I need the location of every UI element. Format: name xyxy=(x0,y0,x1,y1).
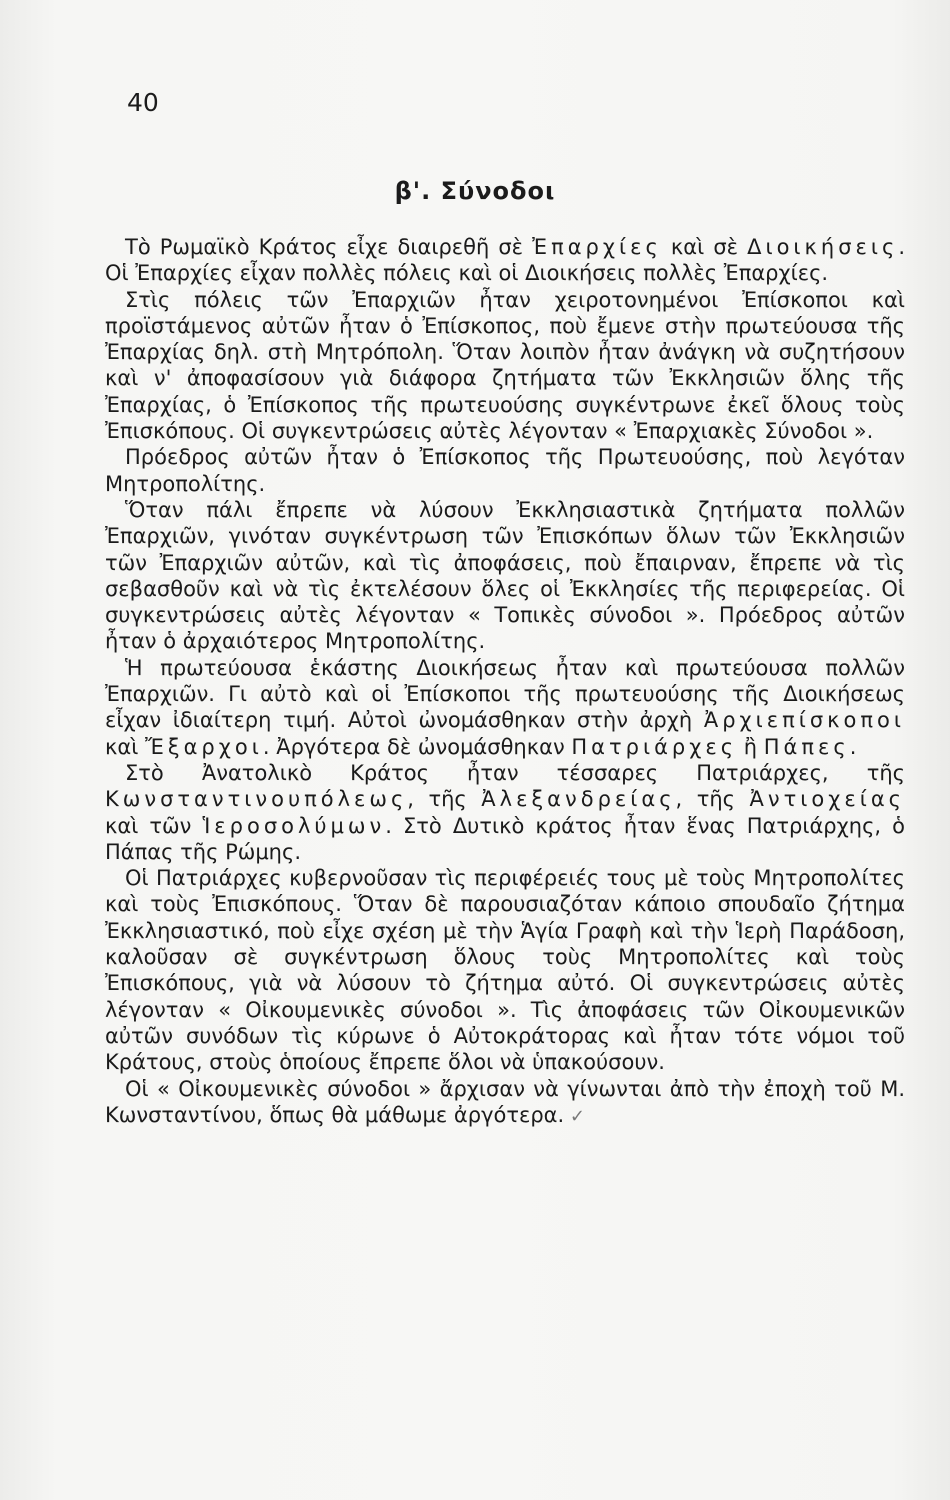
spaced-term: Κωνσταντινουπόλεως xyxy=(105,787,408,812)
paragraph xyxy=(105,444,905,497)
check-mark-icon: ✓ xyxy=(564,1105,586,1127)
text-run: , τῆς xyxy=(675,787,750,812)
paragraph xyxy=(105,287,905,445)
text-run: Ὅταν πάλι ἔπρεπε νὰ λύσουν Ἐκκλησιαστικὰ ζητήματα πολλῶν Ἐπαρχιῶν, γινόταν συγκέντρωση τῶν Ἐπισκόπων ὅλων τῶν Ἐκκλησιῶν τῶν Ἐπαρχιῶν αὐτῶν, καὶ τὶς ἀποφάσεις, ποὺ ἔπαιρναν, ἔπρεπε νὰ τὶς σεβασθοῦν καὶ νὰ τὶς ἐκτελέσουν ὅλες οἱ Ἐκκλησίες τῆς περιφερείας. Οἱ συγκεντρώσεις αὐτὲς λέγονταν « Τοπικὲς σύνοδοι ». Πρόεδρος αὐτῶν ἦταν ὁ ἀρχαιότερος Μητροπολίτης. xyxy=(105,497,905,654)
text-run: Στὶς πόλεις τῶν Ἐπαρχιῶν ἦταν χειροτονημένοι Ἐπίσκοποι καὶ προϊστάμενος αὐτῶν ἦταν ὁ Ἐπίσκοπος, ποὺ ἔμενε στὴν πρωτεύουσα τῆς Ἐπαρχίας δηλ. στὴ Μητρόπολη. Ὅταν λοιπὸν ἦταν ἀνάγκη νὰ συζητήσουν καὶ ν' ἀποφασίσουν γιὰ διάφορα ζητήματα τῶν Ἐκκλησιῶν ὅλης τῆς Ἐπαρχίας, ὁ Ἐπίσκοπος τῆς πρωτευούσης συγκέντρωνε ἐκεῖ ὅλους τοὺς Ἐπισκόπους. Οἱ συγκεντρώσεις αὐτὲς λέγονταν « Ἐπαρχιακὲς Σύνοδοι ». xyxy=(105,287,905,444)
spaced-term: Ἀλεξανδρείας xyxy=(481,787,676,812)
spaced-term: Διοικήσεις xyxy=(747,235,899,259)
text-run: Πρόεδρος αὐτῶν ἦταν ὁ Ἐπίσκοπος τῆς Πρωτευούσης, ποὺ λεγόταν Μητροπολίτης. xyxy=(105,445,905,496)
spaced-term: Πάπες xyxy=(763,734,850,759)
text-run: . Οἱ Ἐπαρχίες εἶχαν πολλὲς πόλεις καὶ οἱ Διοικήσεις πολλὲς Ἐπαρχίες. xyxy=(105,235,905,286)
text-run: . Ἀργότερα δὲ ὠνομάσθηκαν xyxy=(262,734,572,759)
spaced-term: Ἐπαρχίες xyxy=(532,235,662,259)
text-run: Οἱ Πατριάρχες κυβερνοῦσαν τὶς περιφέρειές τους μὲ τοὺς Μητροπολίτες καὶ τοὺς Ἐπισκόπους. Ὅταν δὲ παρουσιαζόταν κάποιο σπουδαῖο ζήτημα Ἐκκλησιαστικό, ποὺ εἶχε σχέση μὲ τὴν Ἁγία Γραφὴ καὶ τὴν Ἱερὴ Παράδοση, καλοῦσαν σὲ συγκέντρωση ὅλους τοὺς Μητροπολίτες καὶ τοὺς Ἐπισκόπους, γιὰ νὰ λύσουν τὸ ζήτημα αὐτό. Οἱ συγκεντρώσεις αὐτὲς λέγονταν « Οἰκουμενικὲς σύνοδοι ». Τὶς ἀποφάσεις τῶν Οἰκουμενικῶν αὐτῶν συνόδων τὶς κύρωνε ὁ Αὐτοκράτορας καὶ ἦταν τότε νόμοι τοῦ Κράτους, στοὺς ὁποίους ἔπρεπε ὅλοι νὰ ὑπακούσουν. xyxy=(105,866,905,1075)
spaced-term: Ἀντιοχείας xyxy=(749,787,905,812)
spaced-term: Ἀρχιεπίσκοποι xyxy=(703,708,905,733)
text-run: Τὸ Ρωμαϊκὸ Κράτος εἶχε διαιρεθῆ σὲ xyxy=(125,235,533,259)
text-run: Οἱ « Οἰκουμενικὲς σύνοδοι » ἄρχισαν νὰ γίνωνται ἀπὸ τὴν ἐποχὴ τοῦ Μ. Κωνσταντίνου, ὅπως θὰ μάθωμε ἀργότερα. xyxy=(105,1076,905,1127)
body-text xyxy=(105,234,905,1130)
text-run: καὶ σὲ xyxy=(661,235,748,259)
section-heading: β'. Σύνοδοι xyxy=(394,177,556,205)
text-run: , τῆς xyxy=(407,787,482,812)
text-run: καὶ xyxy=(105,734,146,759)
text-run: καὶ τῶν xyxy=(105,813,203,838)
paragraph xyxy=(105,497,905,655)
text-run: Στὸ Ἀνατολικὸ Κράτος ἦταν τέσσαρες Πατριάρχες, τῆς xyxy=(125,760,905,785)
text-run: Ἡ πρωτεύουσα ἑκάστης Διοικήσεως ἦταν καὶ πρωτεύουσα πολλῶν Ἐπαρχιῶν. Γι αὐτὸ καὶ οἱ Ἐπίσκοποι τῆς πρωτευούσης τῆς Διοικήσεως εἶχαν ἰδιαίτερη τιμή. Αὐτοὶ ὠνομάσθηκαν στὴν ἀρχὴ xyxy=(105,655,905,733)
paragraph xyxy=(105,1076,905,1131)
spaced-term: Πατριάρχες xyxy=(571,734,738,759)
paragraph xyxy=(105,865,905,1075)
text-run: . xyxy=(849,734,857,759)
spaced-term: Ἔξαρχοι xyxy=(145,734,263,759)
text-run: ἢ xyxy=(737,734,764,759)
paragraph xyxy=(105,655,905,760)
paragraph xyxy=(105,760,905,865)
spaced-term: Ἱεροσολύμων xyxy=(202,813,386,838)
text-run: . Στὸ Δυτικὸ κράτος ἦταν ἕνας Πατριάρχης, ὁ Πάπας τῆς Ρώμης. xyxy=(105,813,905,864)
paragraph xyxy=(105,234,905,287)
page-number: 40 xyxy=(127,88,159,117)
